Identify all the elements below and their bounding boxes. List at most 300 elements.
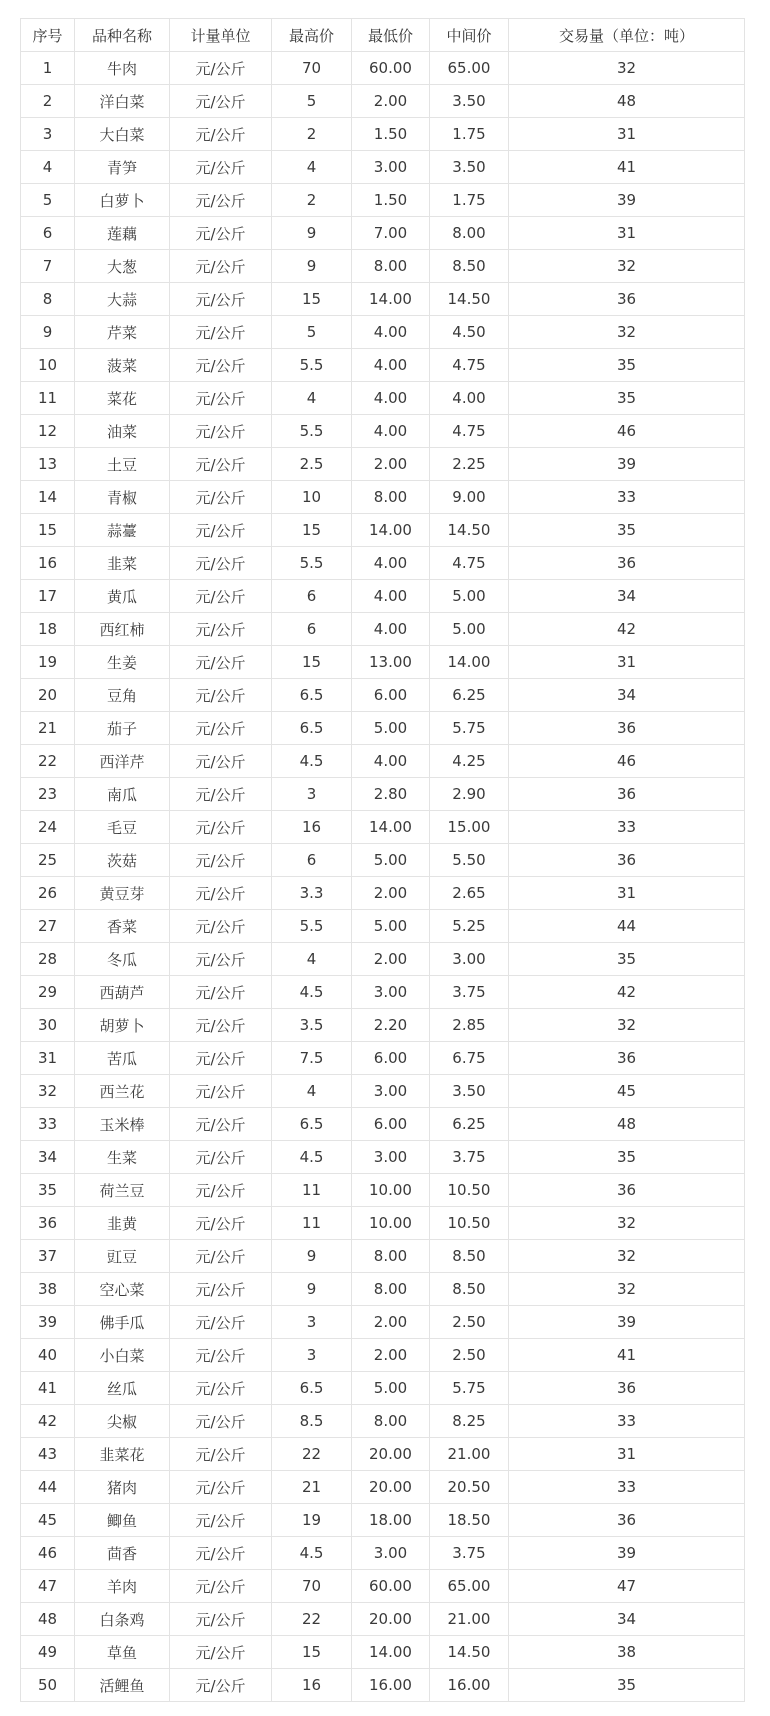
cell-mid-price: 2.25 xyxy=(430,448,509,481)
cell-index: 12 xyxy=(21,415,75,448)
cell-volume: 38 xyxy=(509,1636,745,1669)
cell-unit: 元/公斤 xyxy=(170,877,272,910)
cell-max-price: 9 xyxy=(272,1240,352,1273)
cell-volume: 36 xyxy=(509,547,745,580)
cell-volume: 35 xyxy=(509,1669,745,1702)
cell-index: 46 xyxy=(21,1537,75,1570)
cell-unit: 元/公斤 xyxy=(170,349,272,382)
cell-volume: 39 xyxy=(509,1306,745,1339)
cell-volume: 44 xyxy=(509,910,745,943)
cell-min-price: 20.00 xyxy=(352,1603,430,1636)
cell-index: 30 xyxy=(21,1009,75,1042)
cell-min-price: 8.00 xyxy=(352,481,430,514)
table-row xyxy=(21,976,745,1009)
cell-mid-price: 6.25 xyxy=(430,1108,509,1141)
cell-unit: 元/公斤 xyxy=(170,1174,272,1207)
table-row xyxy=(21,1504,745,1537)
table-row xyxy=(21,481,745,514)
cell-min-price: 18.00 xyxy=(352,1504,430,1537)
cell-unit: 元/公斤 xyxy=(170,52,272,85)
cell-mid-price: 1.75 xyxy=(430,118,509,151)
cell-unit: 元/公斤 xyxy=(170,481,272,514)
cell-mid-price: 3.50 xyxy=(430,85,509,118)
cell-index: 38 xyxy=(21,1273,75,1306)
cell-min-price: 60.00 xyxy=(352,1570,430,1603)
cell-index: 48 xyxy=(21,1603,75,1636)
cell-mid-price: 2.85 xyxy=(430,1009,509,1042)
cell-mid-price: 10.50 xyxy=(430,1207,509,1240)
cell-unit: 元/公斤 xyxy=(170,448,272,481)
cell-min-price: 3.00 xyxy=(352,1075,430,1108)
cell-unit: 元/公斤 xyxy=(170,580,272,613)
cell-variety: 白萝卜 xyxy=(75,184,170,217)
cell-unit: 元/公斤 xyxy=(170,283,272,316)
cell-volume: 39 xyxy=(509,184,745,217)
cell-variety: 莲藕 xyxy=(75,217,170,250)
cell-mid-price: 8.50 xyxy=(430,250,509,283)
cell-variety: 玉米棒 xyxy=(75,1108,170,1141)
cell-unit: 元/公斤 xyxy=(170,1273,272,1306)
cell-index: 16 xyxy=(21,547,75,580)
cell-max-price: 15 xyxy=(272,646,352,679)
cell-variety: 西兰花 xyxy=(75,1075,170,1108)
table-row xyxy=(21,1273,745,1306)
cell-index: 37 xyxy=(21,1240,75,1273)
cell-unit: 元/公斤 xyxy=(170,646,272,679)
cell-unit: 元/公斤 xyxy=(170,1570,272,1603)
cell-mid-price: 14.50 xyxy=(430,283,509,316)
cell-min-price: 14.00 xyxy=(352,1636,430,1669)
header-variety: 品种名称 xyxy=(75,19,170,52)
table-row xyxy=(21,1108,745,1141)
cell-unit: 元/公斤 xyxy=(170,151,272,184)
cell-unit: 元/公斤 xyxy=(170,118,272,151)
cell-mid-price: 8.25 xyxy=(430,1405,509,1438)
table-row xyxy=(21,151,745,184)
cell-min-price: 6.00 xyxy=(352,1108,430,1141)
cell-mid-price: 20.50 xyxy=(430,1471,509,1504)
cell-index: 27 xyxy=(21,910,75,943)
cell-mid-price: 4.75 xyxy=(430,415,509,448)
cell-index: 49 xyxy=(21,1636,75,1669)
cell-max-price: 4.5 xyxy=(272,745,352,778)
cell-index: 42 xyxy=(21,1405,75,1438)
cell-min-price: 1.50 xyxy=(352,184,430,217)
table-row xyxy=(21,1405,745,1438)
cell-volume: 42 xyxy=(509,976,745,1009)
cell-min-price: 3.00 xyxy=(352,1537,430,1570)
cell-index: 10 xyxy=(21,349,75,382)
cell-variety: 豇豆 xyxy=(75,1240,170,1273)
cell-max-price: 2.5 xyxy=(272,448,352,481)
cell-index: 20 xyxy=(21,679,75,712)
table-row xyxy=(21,811,745,844)
cell-unit: 元/公斤 xyxy=(170,778,272,811)
cell-variety: 韭黄 xyxy=(75,1207,170,1240)
cell-index: 9 xyxy=(21,316,75,349)
cell-mid-price: 4.75 xyxy=(430,547,509,580)
cell-variety: 西红柿 xyxy=(75,613,170,646)
cell-variety: 洋白菜 xyxy=(75,85,170,118)
cell-max-price: 15 xyxy=(272,514,352,547)
cell-index: 34 xyxy=(21,1141,75,1174)
cell-volume: 31 xyxy=(509,877,745,910)
cell-volume: 35 xyxy=(509,514,745,547)
cell-max-price: 16 xyxy=(272,1669,352,1702)
cell-index: 3 xyxy=(21,118,75,151)
cell-variety: 豆角 xyxy=(75,679,170,712)
cell-volume: 31 xyxy=(509,1438,745,1471)
table-row xyxy=(21,349,745,382)
cell-mid-price: 4.25 xyxy=(430,745,509,778)
table-row xyxy=(21,283,745,316)
cell-mid-price: 8.00 xyxy=(430,217,509,250)
cell-min-price: 4.00 xyxy=(352,382,430,415)
cell-max-price: 21 xyxy=(272,1471,352,1504)
cell-min-price: 20.00 xyxy=(352,1471,430,1504)
cell-variety: 菠菜 xyxy=(75,349,170,382)
cell-variety: 苦瓜 xyxy=(75,1042,170,1075)
cell-unit: 元/公斤 xyxy=(170,415,272,448)
cell-unit: 元/公斤 xyxy=(170,712,272,745)
cell-volume: 36 xyxy=(509,712,745,745)
cell-index: 7 xyxy=(21,250,75,283)
table-row xyxy=(21,1042,745,1075)
cell-min-price: 5.00 xyxy=(352,712,430,745)
cell-min-price: 5.00 xyxy=(352,844,430,877)
cell-mid-price: 8.50 xyxy=(430,1240,509,1273)
cell-variety: 西洋芹 xyxy=(75,745,170,778)
cell-index: 43 xyxy=(21,1438,75,1471)
cell-max-price: 7.5 xyxy=(272,1042,352,1075)
cell-max-price: 4 xyxy=(272,1075,352,1108)
table-row xyxy=(21,1372,745,1405)
cell-mid-price: 18.50 xyxy=(430,1504,509,1537)
cell-mid-price: 21.00 xyxy=(430,1603,509,1636)
cell-variety: 羊肉 xyxy=(75,1570,170,1603)
cell-min-price: 3.00 xyxy=(352,151,430,184)
cell-mid-price: 2.90 xyxy=(430,778,509,811)
cell-min-price: 7.00 xyxy=(352,217,430,250)
cell-index: 4 xyxy=(21,151,75,184)
cell-variety: 白条鸡 xyxy=(75,1603,170,1636)
cell-index: 28 xyxy=(21,943,75,976)
cell-volume: 32 xyxy=(509,250,745,283)
cell-max-price: 19 xyxy=(272,1504,352,1537)
cell-index: 14 xyxy=(21,481,75,514)
cell-index: 13 xyxy=(21,448,75,481)
cell-unit: 元/公斤 xyxy=(170,1438,272,1471)
table-row xyxy=(21,118,745,151)
cell-mid-price: 2.65 xyxy=(430,877,509,910)
cell-index: 6 xyxy=(21,217,75,250)
cell-volume: 31 xyxy=(509,646,745,679)
cell-volume: 35 xyxy=(509,1141,745,1174)
cell-min-price: 5.00 xyxy=(352,910,430,943)
cell-unit: 元/公斤 xyxy=(170,1471,272,1504)
cell-min-price: 5.00 xyxy=(352,1372,430,1405)
cell-max-price: 2 xyxy=(272,118,352,151)
cell-variety: 黄瓜 xyxy=(75,580,170,613)
cell-unit: 元/公斤 xyxy=(170,1537,272,1570)
cell-index: 2 xyxy=(21,85,75,118)
cell-index: 39 xyxy=(21,1306,75,1339)
cell-mid-price: 3.50 xyxy=(430,151,509,184)
cell-max-price: 6.5 xyxy=(272,1108,352,1141)
cell-max-price: 4.5 xyxy=(272,976,352,1009)
cell-variety: 茨菇 xyxy=(75,844,170,877)
cell-max-price: 11 xyxy=(272,1207,352,1240)
cell-index: 50 xyxy=(21,1669,75,1702)
cell-index: 41 xyxy=(21,1372,75,1405)
cell-index: 11 xyxy=(21,382,75,415)
table-row xyxy=(21,1207,745,1240)
cell-unit: 元/公斤 xyxy=(170,811,272,844)
cell-max-price: 22 xyxy=(272,1438,352,1471)
header-volume: 交易量（单位：吨） xyxy=(509,19,745,52)
table-row xyxy=(21,184,745,217)
cell-max-price: 22 xyxy=(272,1603,352,1636)
cell-min-price: 4.00 xyxy=(352,613,430,646)
cell-mid-price: 6.75 xyxy=(430,1042,509,1075)
cell-index: 26 xyxy=(21,877,75,910)
cell-variety: 菜花 xyxy=(75,382,170,415)
table-row xyxy=(21,712,745,745)
cell-variety: 牛肉 xyxy=(75,52,170,85)
cell-unit: 元/公斤 xyxy=(170,1504,272,1537)
table-row xyxy=(21,1141,745,1174)
cell-volume: 34 xyxy=(509,1603,745,1636)
cell-volume: 34 xyxy=(509,679,745,712)
cell-index: 31 xyxy=(21,1042,75,1075)
cell-unit: 元/公斤 xyxy=(170,1042,272,1075)
cell-unit: 元/公斤 xyxy=(170,613,272,646)
table-row xyxy=(21,1240,745,1273)
cell-max-price: 5.5 xyxy=(272,547,352,580)
cell-max-price: 9 xyxy=(272,217,352,250)
price-table xyxy=(20,18,745,1702)
cell-variety: 猪肉 xyxy=(75,1471,170,1504)
cell-volume: 36 xyxy=(509,778,745,811)
cell-index: 29 xyxy=(21,976,75,1009)
cell-unit: 元/公斤 xyxy=(170,1636,272,1669)
table-row xyxy=(21,1570,745,1603)
cell-min-price: 1.50 xyxy=(352,118,430,151)
cell-min-price: 2.00 xyxy=(352,448,430,481)
cell-mid-price: 3.75 xyxy=(430,976,509,1009)
table-row xyxy=(21,646,745,679)
cell-unit: 元/公斤 xyxy=(170,184,272,217)
cell-volume: 31 xyxy=(509,118,745,151)
header-row xyxy=(21,19,745,52)
table-row xyxy=(21,1075,745,1108)
cell-index: 33 xyxy=(21,1108,75,1141)
cell-variety: 胡萝卜 xyxy=(75,1009,170,1042)
cell-min-price: 14.00 xyxy=(352,811,430,844)
cell-max-price: 3 xyxy=(272,778,352,811)
cell-min-price: 60.00 xyxy=(352,52,430,85)
cell-unit: 元/公斤 xyxy=(170,976,272,1009)
cell-index: 19 xyxy=(21,646,75,679)
cell-unit: 元/公斤 xyxy=(170,250,272,283)
cell-volume: 31 xyxy=(509,217,745,250)
cell-volume: 32 xyxy=(509,1273,745,1306)
table-row xyxy=(21,1009,745,1042)
cell-min-price: 2.20 xyxy=(352,1009,430,1042)
cell-variety: 芹菜 xyxy=(75,316,170,349)
cell-max-price: 3.3 xyxy=(272,877,352,910)
cell-min-price: 2.00 xyxy=(352,877,430,910)
header-min-price: 最低价 xyxy=(352,19,430,52)
cell-min-price: 8.00 xyxy=(352,250,430,283)
table-row xyxy=(21,1603,745,1636)
header-max-price: 最高价 xyxy=(272,19,352,52)
table-row xyxy=(21,943,745,976)
cell-min-price: 2.00 xyxy=(352,85,430,118)
table-row xyxy=(21,580,745,613)
cell-index: 21 xyxy=(21,712,75,745)
cell-index: 44 xyxy=(21,1471,75,1504)
cell-unit: 元/公斤 xyxy=(170,85,272,118)
cell-volume: 36 xyxy=(509,1372,745,1405)
cell-min-price: 8.00 xyxy=(352,1240,430,1273)
cell-min-price: 4.00 xyxy=(352,580,430,613)
cell-mid-price: 3.00 xyxy=(430,943,509,976)
cell-unit: 元/公斤 xyxy=(170,217,272,250)
cell-unit: 元/公斤 xyxy=(170,1306,272,1339)
cell-unit: 元/公斤 xyxy=(170,910,272,943)
cell-variety: 青笋 xyxy=(75,151,170,184)
cell-mid-price: 5.75 xyxy=(430,1372,509,1405)
cell-mid-price: 5.25 xyxy=(430,910,509,943)
cell-volume: 33 xyxy=(509,1471,745,1504)
cell-mid-price: 14.50 xyxy=(430,514,509,547)
table-row xyxy=(21,52,745,85)
cell-max-price: 15 xyxy=(272,1636,352,1669)
table-row xyxy=(21,844,745,877)
cell-min-price: 6.00 xyxy=(352,1042,430,1075)
cell-mid-price: 4.50 xyxy=(430,316,509,349)
cell-max-price: 70 xyxy=(272,1570,352,1603)
cell-mid-price: 16.00 xyxy=(430,1669,509,1702)
cell-min-price: 4.00 xyxy=(352,349,430,382)
cell-max-price: 4 xyxy=(272,151,352,184)
cell-index: 25 xyxy=(21,844,75,877)
cell-mid-price: 65.00 xyxy=(430,52,509,85)
cell-volume: 48 xyxy=(509,85,745,118)
cell-max-price: 10 xyxy=(272,481,352,514)
cell-mid-price: 6.25 xyxy=(430,679,509,712)
cell-unit: 元/公斤 xyxy=(170,1339,272,1372)
cell-mid-price: 5.75 xyxy=(430,712,509,745)
cell-index: 24 xyxy=(21,811,75,844)
table-row xyxy=(21,514,745,547)
cell-mid-price: 3.75 xyxy=(430,1141,509,1174)
cell-max-price: 15 xyxy=(272,283,352,316)
cell-index: 18 xyxy=(21,613,75,646)
cell-min-price: 3.00 xyxy=(352,1141,430,1174)
table-row xyxy=(21,877,745,910)
cell-volume: 39 xyxy=(509,448,745,481)
header-mid-price: 中间价 xyxy=(430,19,509,52)
cell-index: 32 xyxy=(21,1075,75,1108)
cell-max-price: 70 xyxy=(272,52,352,85)
cell-min-price: 4.00 xyxy=(352,745,430,778)
cell-max-price: 5.5 xyxy=(272,910,352,943)
cell-unit: 元/公斤 xyxy=(170,943,272,976)
table-row xyxy=(21,910,745,943)
cell-volume: 46 xyxy=(509,415,745,448)
cell-volume: 32 xyxy=(509,316,745,349)
cell-variety: 韭菜花 xyxy=(75,1438,170,1471)
cell-unit: 元/公斤 xyxy=(170,1207,272,1240)
table-row xyxy=(21,1174,745,1207)
cell-volume: 47 xyxy=(509,1570,745,1603)
cell-unit: 元/公斤 xyxy=(170,316,272,349)
table-row xyxy=(21,316,745,349)
cell-unit: 元/公斤 xyxy=(170,1669,272,1702)
table-row xyxy=(21,613,745,646)
cell-min-price: 2.80 xyxy=(352,778,430,811)
cell-volume: 39 xyxy=(509,1537,745,1570)
cell-max-price: 3 xyxy=(272,1306,352,1339)
cell-volume: 35 xyxy=(509,382,745,415)
table-row xyxy=(21,1537,745,1570)
cell-max-price: 4.5 xyxy=(272,1141,352,1174)
cell-mid-price: 8.50 xyxy=(430,1273,509,1306)
cell-unit: 元/公斤 xyxy=(170,1108,272,1141)
cell-min-price: 14.00 xyxy=(352,514,430,547)
cell-max-price: 4 xyxy=(272,382,352,415)
cell-variety: 茴香 xyxy=(75,1537,170,1570)
cell-mid-price: 65.00 xyxy=(430,1570,509,1603)
cell-index: 23 xyxy=(21,778,75,811)
table-row xyxy=(21,448,745,481)
cell-index: 40 xyxy=(21,1339,75,1372)
cell-variety: 茄子 xyxy=(75,712,170,745)
cell-variety: 青椒 xyxy=(75,481,170,514)
cell-mid-price: 15.00 xyxy=(430,811,509,844)
header-index: 序号 xyxy=(21,19,75,52)
cell-unit: 元/公斤 xyxy=(170,1240,272,1273)
cell-variety: 鲫鱼 xyxy=(75,1504,170,1537)
cell-variety: 尖椒 xyxy=(75,1405,170,1438)
cell-variety: 大蒜 xyxy=(75,283,170,316)
cell-min-price: 16.00 xyxy=(352,1669,430,1702)
cell-variety: 韭菜 xyxy=(75,547,170,580)
cell-unit: 元/公斤 xyxy=(170,1405,272,1438)
cell-volume: 36 xyxy=(509,844,745,877)
cell-variety: 大白菜 xyxy=(75,118,170,151)
cell-min-price: 2.00 xyxy=(352,1339,430,1372)
table-row xyxy=(21,250,745,283)
cell-max-price: 3.5 xyxy=(272,1009,352,1042)
cell-variety: 小白菜 xyxy=(75,1339,170,1372)
cell-volume: 36 xyxy=(509,1042,745,1075)
table-row xyxy=(21,679,745,712)
cell-variety: 毛豆 xyxy=(75,811,170,844)
cell-unit: 元/公斤 xyxy=(170,382,272,415)
table-row xyxy=(21,1669,745,1702)
table-row xyxy=(21,778,745,811)
cell-index: 45 xyxy=(21,1504,75,1537)
cell-variety: 大葱 xyxy=(75,250,170,283)
cell-variety: 南瓜 xyxy=(75,778,170,811)
cell-max-price: 11 xyxy=(272,1174,352,1207)
cell-variety: 空心菜 xyxy=(75,1273,170,1306)
cell-index: 5 xyxy=(21,184,75,217)
cell-unit: 元/公斤 xyxy=(170,1009,272,1042)
